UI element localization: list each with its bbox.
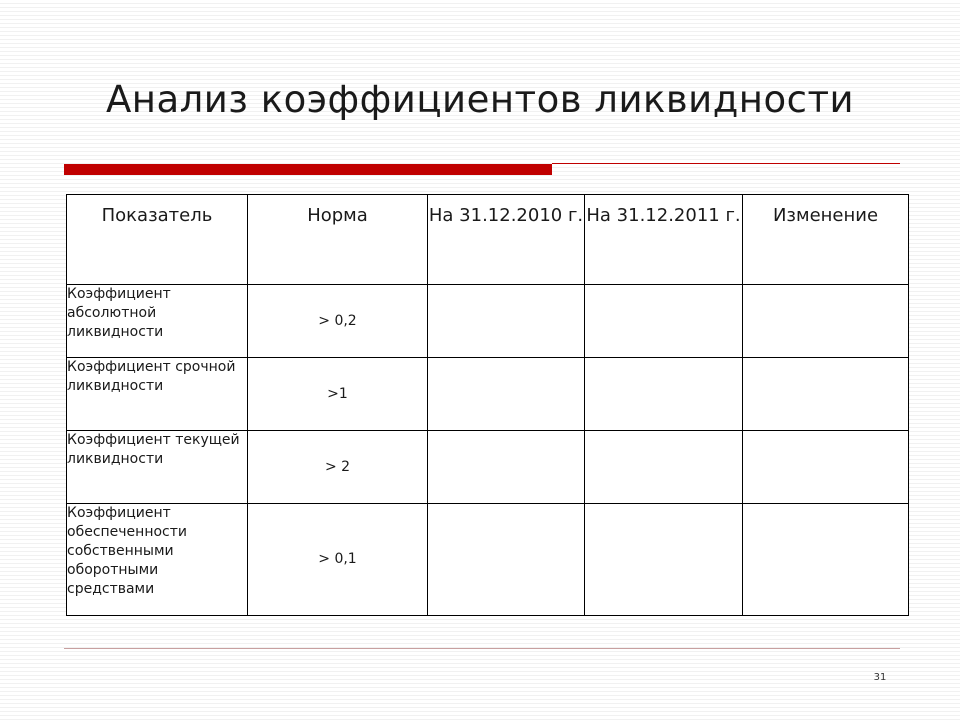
table-header-row [67,195,909,285]
change-cell [743,358,909,431]
change-cell [743,504,909,616]
slide-title: Анализ коэффициентов ликвидности [105,78,855,121]
title-accent-line [552,163,900,164]
value-2011-cell [585,358,743,431]
change-cell [743,431,909,504]
norm-cell: > 2 [248,431,428,504]
indicator-name-cell: Коэффициент текущей ликвидности [67,431,248,504]
footer-divider [64,648,900,649]
header-indicator: Показатель [67,195,248,285]
table-row [67,504,909,616]
value-2010-cell [428,431,585,504]
liquidity-ratios-table [66,194,909,616]
header-change: Изменение [743,195,909,285]
header-norm: Норма [248,195,428,285]
indicator-name-cell: Коэффициент обеспеченности собственными оборотными средствами [67,504,248,616]
value-2011-cell [585,431,743,504]
value-2010-cell [428,504,585,616]
change-cell [743,285,909,358]
value-2011-cell [585,504,743,616]
norm-cell: > 0,1 [248,504,428,616]
header-2011: На 31.12.2011 г. [585,195,743,285]
table-row [67,285,909,358]
value-2010-cell [428,358,585,431]
indicator-name-cell: Коэффициент срочной ликвидности [67,358,248,431]
norm-cell: > 0,2 [248,285,428,358]
value-2011-cell [585,285,743,358]
header-2010: На 31.12.2010 г. [428,195,585,285]
indicator-name-cell: Коэффициент абсолютной ликвидности [67,285,248,358]
table-row [67,431,909,504]
table-row [67,358,909,431]
title-accent-bar [64,164,552,175]
value-2010-cell [428,285,585,358]
norm-cell: >1 [248,358,428,431]
page-number: 31 [873,672,887,683]
